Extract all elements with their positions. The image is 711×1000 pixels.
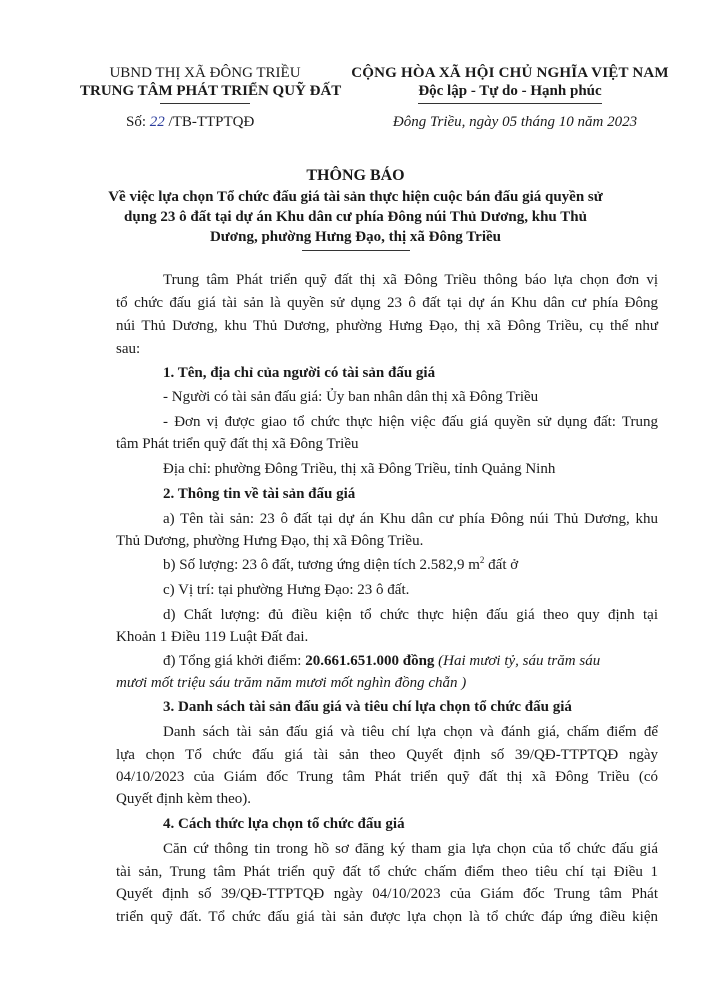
section-4-line-4: triển quỹ đất. Tổ chức đấu giá tài sản được lựa chọn là tổ chức đáp ứng điều kiện bbox=[116, 909, 658, 925]
section-1-heading: 1. Tên, địa chỉ của người có tài sản đấu giá bbox=[163, 365, 436, 381]
header-right-rule bbox=[418, 103, 602, 104]
intro-line-2: tổ chức đấu giá tài sản là quyền sử dụng 23 ô đất tại dự án Khu dân cư phía Đông bbox=[116, 295, 658, 311]
price-amount: 20.661.651.000 đồng bbox=[305, 653, 435, 669]
national-title: CỘNG HÒA XÃ HỘI CHỦ NGHĨA VIỆT NAM bbox=[351, 65, 669, 81]
document-date: Đông Triều, ngày 05 tháng 10 năm 2023 bbox=[392, 114, 638, 130]
starting-price-line-2: mươi mốt triệu sáu trăm năm mươi mốt nghìn đồng chẵn ) bbox=[116, 675, 467, 691]
area-unit-superscript: 2 bbox=[479, 555, 485, 565]
section-3-line-2: lựa chọn Tổ chức đấu giá tài sản theo Quyết định số 39/QĐ-TTPTQĐ ngày bbox=[116, 747, 658, 763]
price-in-words-1: (Hai mươi tỷ, sáu trăm sáu bbox=[434, 653, 601, 669]
land-type: đất ở bbox=[484, 557, 519, 573]
subject-line-2: dụng 23 ô đất tại dự án Khu dân cư phía Đông núi Thủ Dương, khu Thủ bbox=[124, 209, 587, 225]
quantity-text: b) Số lượng: 23 ô đất, tương ứng diện tích 2.582,9 m bbox=[163, 557, 480, 573]
number-prefix: Số: bbox=[126, 114, 147, 130]
section-4-line-1: Căn cứ thông tin trong hồ sơ đăng ký tham gia lựa chọn của tổ chức đấu giá bbox=[163, 841, 658, 857]
asset-quantity bbox=[163, 556, 518, 574]
intro-line-4: sau: bbox=[116, 341, 141, 357]
intro-line-1: Trung tâm Phát triển quỹ đất thị xã Đông Triều thông báo lựa chọn đơn vị bbox=[163, 272, 658, 288]
subject-line-3: Dương, phường Hưng Đạo, thị xã Đông Triều bbox=[209, 229, 502, 245]
asset-name-line-1: a) Tên tài sản: 23 ô đất tại dự án Khu dân cư phía Đông núi Thủ Dương, khu bbox=[163, 511, 658, 527]
subject-line-1: Về việc lựa chọn Tổ chức đấu giá tài sản thực hiện cuộc bán đấu giá quyền sử bbox=[108, 189, 603, 205]
header-left-rule bbox=[160, 103, 250, 104]
number-suffix: /TB-TTPTQĐ bbox=[168, 114, 255, 130]
handwritten-number: 22 bbox=[149, 114, 165, 130]
starting-price-line-1 bbox=[163, 652, 600, 670]
section-1-unit-line-2: tâm Phát triển quỹ đất thị xã Đông Triều bbox=[116, 436, 359, 452]
section-3-line-1: Danh sách tài sản đấu giá và tiêu chí lựa chọn và đánh giá, chấm điểm để bbox=[163, 724, 658, 740]
document-heading: THÔNG BÁO bbox=[306, 167, 405, 184]
section-4-line-2: tài sản, Trung tâm Phát triển quỹ đất tổ chức chấm điểm theo tiêu chí tại Điều 1 bbox=[116, 864, 658, 880]
asset-quality-line-2: Khoản 1 Điều 119 Luật Đất đai. bbox=[116, 629, 309, 645]
section-3-line-3: 04/10/2023 của Giám đốc Trung tâm Phát triển quỹ đất thị xã Đông Triều (có bbox=[116, 769, 658, 785]
price-label: đ) Tổng giá khởi điểm: bbox=[163, 653, 306, 669]
section-3-line-4: Quyết định kèm theo). bbox=[116, 791, 251, 807]
asset-location: c) Vị trí: tại phường Hưng Đạo: 23 ô đất. bbox=[163, 582, 410, 598]
section-1-unit-line-1: - Đơn vị được giao tổ chức thực hiện việc đấu giá quyền sử dụng đất: Trung bbox=[163, 414, 658, 430]
asset-name-line-2: Thủ Dương, phường Hưng Đạo, thị xã Đông Triều. bbox=[116, 533, 424, 549]
intro-line-3: núi Thủ Dương, khu Thủ Dương, phường Hưng Đạo, thị xã Đông Triều, cụ thể như bbox=[116, 318, 658, 334]
section-4-heading: 4. Cách thức lựa chọn tổ chức đấu giá bbox=[163, 816, 405, 832]
section-3-heading: 3. Danh sách tài sản đấu giá và tiêu chí lựa chọn tổ chức đấu giá bbox=[163, 699, 572, 715]
section-1-address: Địa chỉ: phường Đông Triều, thị xã Đông Triều, tỉnh Quảng Ninh bbox=[163, 461, 556, 477]
section-1-owner: - Người có tài sản đấu giá: Ủy ban nhân dân thị xã Đông Triều bbox=[163, 389, 539, 405]
title-rule bbox=[302, 250, 410, 251]
national-motto: Độc lập - Tự do - Hạnh phúc bbox=[418, 83, 602, 99]
agency-name: UBND THỊ XÃ ĐÔNG TRIỀU bbox=[109, 65, 301, 81]
organization-name: TRUNG TÂM PHÁT TRIỂN QUỸ ĐẤT bbox=[80, 83, 342, 99]
asset-quality-line-1: d) Chất lượng: đủ điều kiện tổ chức thực hiện đấu giá theo quy định tại bbox=[163, 607, 658, 623]
document-number bbox=[126, 113, 254, 131]
section-2-heading: 2. Thông tin về tài sản đấu giá bbox=[163, 486, 356, 502]
section-4-line-3: Quyết định số 39/QĐ-TTPTQĐ ngày 04/10/2023 của Giám đốc Trung tâm Phát bbox=[116, 886, 658, 902]
